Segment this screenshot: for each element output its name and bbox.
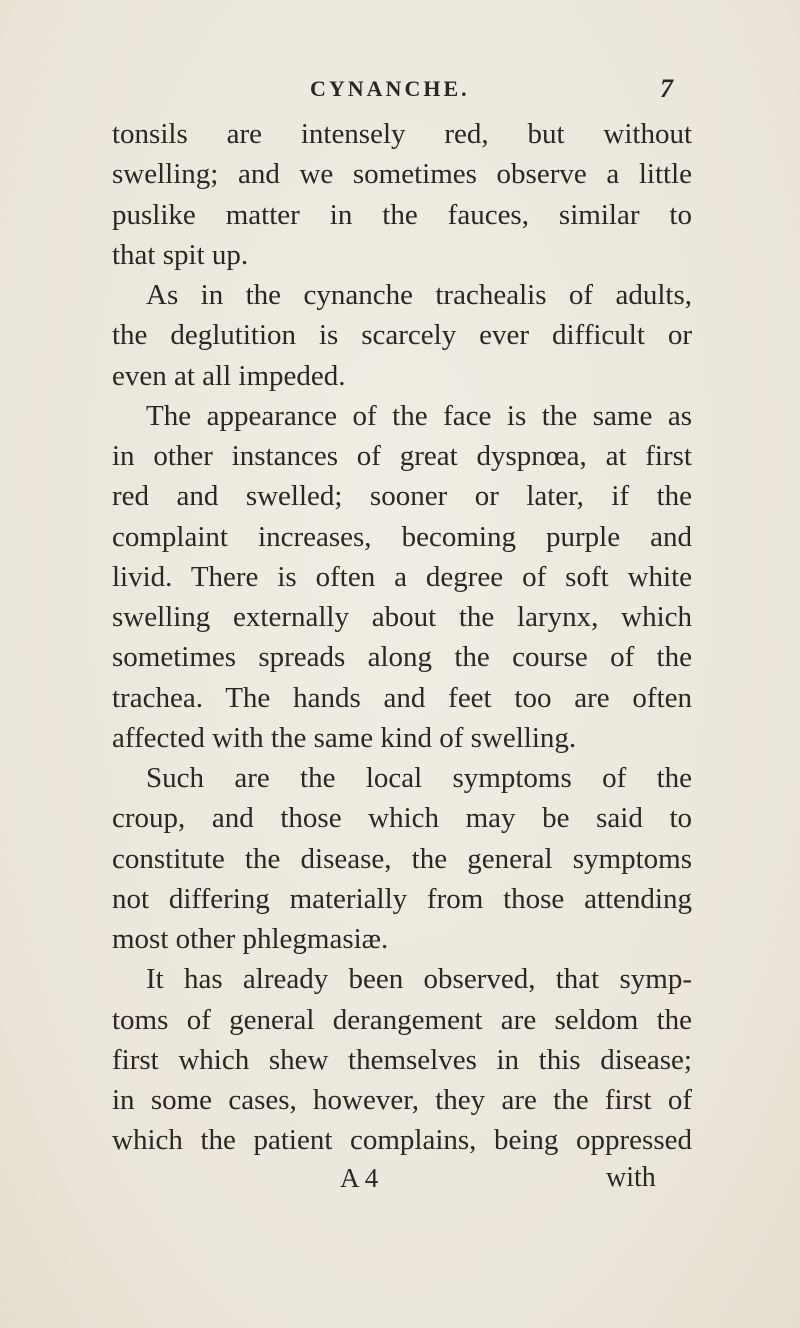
text-line: red and swelled; sooner or later, if the (112, 480, 692, 513)
text-line: the deglutition is scarcely ever difficult or (112, 319, 692, 352)
text-line: in other instances of great dyspnœa, at first (112, 440, 692, 472)
text-line: that spit up. (112, 238, 249, 271)
catchword: with (606, 1162, 656, 1193)
body-text (112, 114, 692, 1161)
text-line: swelling externally about the larynx, which (112, 601, 692, 633)
text-line: constitute the disease, the general symptoms (112, 842, 692, 875)
text-line: sometimes spreads along the course of the (112, 641, 692, 674)
text-line: As in the cynanche trachealis of adults, (146, 279, 692, 311)
text-line: which the patient complains, being oppressed (112, 1124, 692, 1157)
text-line: most other phlegmasiæ. (112, 923, 389, 955)
text-line: affected with the same kind of swelling. (112, 721, 577, 754)
text-line: first which shew themselves in this disease; (112, 1043, 692, 1076)
text-line: livid. There is often a degree of soft white (112, 560, 692, 593)
running-title: CYNANCHE. (310, 76, 470, 101)
text-line: complaint increases, becoming purple and (112, 520, 692, 553)
text-line: not differing materially from those attending (112, 882, 692, 915)
signature-mark: A 4 (340, 1163, 379, 1193)
text-line: tonsils are intensely red, but without (112, 118, 692, 150)
text-line: toms of general derangement are seldom the (112, 1003, 692, 1036)
text-line: It has already been observed, that symp- (146, 963, 692, 996)
text-line: The appearance of the face is the same as (146, 399, 692, 432)
page-header (0, 74, 800, 110)
text-line: even at all impeded. (112, 359, 346, 392)
text-line: Such are the local symptoms of the (146, 762, 692, 794)
text-line: puslike matter in the fauces, similar to (112, 198, 692, 231)
text-line: trachea. The hands and feet too are often (112, 681, 692, 714)
text-line: croup, and those which may be said to (112, 802, 692, 835)
page-number: 7 (660, 74, 673, 103)
page-footer (0, 1158, 800, 1198)
text-line: swelling; and we sometimes observe a little (112, 158, 692, 191)
text-line: in some cases, however, they are the first of (112, 1084, 692, 1116)
